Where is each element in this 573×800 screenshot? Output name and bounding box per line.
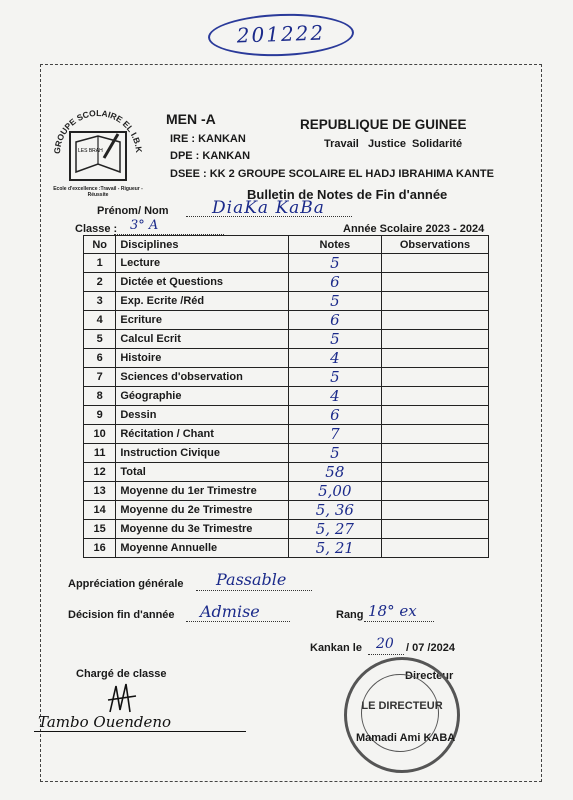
row-discipline: Moyenne du 1er Trimestre (116, 482, 288, 501)
table-row (84, 254, 489, 273)
row-observation (381, 273, 488, 292)
row-observation (381, 520, 488, 539)
teacher-signature (106, 682, 146, 716)
republic-title: REPUBLIQUE DE GUINEE (300, 117, 467, 132)
row-observation (381, 444, 488, 463)
row-note: 5,00 (288, 482, 381, 501)
row-observation (381, 387, 488, 406)
row-note: 4 (288, 387, 381, 406)
header-notes: Notes (288, 236, 381, 254)
row-number: 1 (84, 254, 116, 273)
header-disciplines: Disciplines (116, 236, 288, 254)
teacher-name: Tambo Ouendeno (38, 713, 172, 731)
table-row (84, 482, 489, 501)
header-observations: Observations (381, 236, 488, 254)
row-discipline: Instruction Civique (116, 444, 288, 463)
row-number: 7 (84, 368, 116, 387)
row-discipline: Moyenne Annuelle (116, 539, 288, 558)
decision-value: Admise (200, 602, 260, 621)
row-discipline: Sciences d'observation (116, 368, 288, 387)
table-row (84, 444, 489, 463)
republic-motto: Travail Justice Solidarité (324, 138, 463, 150)
stamp-center-text: LE DIRECTEUR (361, 700, 443, 712)
teacher-underline (34, 731, 246, 732)
table-row (84, 520, 489, 539)
row-number: 6 (84, 349, 116, 368)
class-value: 3° A (130, 218, 159, 233)
table-row (84, 330, 489, 349)
row-discipline: Récitation / Chant (116, 425, 288, 444)
table-row (84, 425, 489, 444)
logo-book-text: LES BRAH (78, 148, 103, 154)
row-discipline: Calcul Ecrit (116, 330, 288, 349)
row-number: 3 (84, 292, 116, 311)
row-discipline: Dictée et Questions (116, 273, 288, 292)
row-observation (381, 425, 488, 444)
table-row (84, 539, 489, 558)
row-discipline: Ecriture (116, 311, 288, 330)
row-note: 4 (288, 349, 381, 368)
row-note: 5 (288, 368, 381, 387)
row-number: 11 (84, 444, 116, 463)
row-number: 4 (84, 311, 116, 330)
row-note: 5 (288, 330, 381, 349)
appreciation-value: Passable (216, 570, 287, 589)
row-number: 9 (84, 406, 116, 425)
grades-table (83, 235, 489, 558)
row-note: 5, 36 (288, 501, 381, 520)
row-number: 13 (84, 482, 116, 501)
student-name: DiaKa KaBa (212, 198, 325, 218)
date-dots (368, 654, 404, 655)
row-observation (381, 501, 488, 520)
row-note: 5, 21 (288, 539, 381, 558)
row-discipline: Histoire (116, 349, 288, 368)
row-observation (381, 406, 488, 425)
charge-label: Chargé de classe (76, 668, 167, 680)
decision-label: Décision fin d'année (68, 609, 175, 621)
row-number: 16 (84, 539, 116, 558)
table-row (84, 463, 489, 482)
school-year: Année Scolaire 2023 - 2024 (343, 223, 485, 235)
director-stamp (344, 657, 460, 773)
row-observation (381, 539, 488, 558)
appreciation-dots (196, 590, 312, 591)
row-note: 58 (288, 463, 381, 482)
row-note: 6 (288, 311, 381, 330)
table-row (84, 406, 489, 425)
table-row (84, 273, 489, 292)
bulletin-title: Bulletin de Notes de Fin d'année (247, 187, 448, 202)
class-label: Classe : (75, 223, 118, 235)
row-observation (381, 463, 488, 482)
row-number: 14 (84, 501, 116, 520)
row-discipline: Lecture (116, 254, 288, 273)
directeur-label: Directeur (405, 670, 454, 682)
rang-dots (364, 621, 434, 622)
table-row (84, 349, 489, 368)
row-observation (381, 330, 488, 349)
table-header-row (84, 236, 489, 254)
row-note: 5 (288, 254, 381, 273)
men-label: MEN -A (166, 111, 216, 127)
row-number: 2 (84, 273, 116, 292)
dpe-label: DPE : KANKAN (170, 150, 251, 162)
row-number: 15 (84, 520, 116, 539)
row-number: 10 (84, 425, 116, 444)
reference-number: 201222 (236, 20, 326, 48)
header-no: No (84, 236, 116, 254)
row-observation (381, 292, 488, 311)
row-observation (381, 349, 488, 368)
ire-label: IRE : KANKAN (170, 133, 246, 145)
row-note: 5 (288, 292, 381, 311)
director-name: Mamadi Ami KABA (356, 732, 456, 744)
row-discipline: Dessin (116, 406, 288, 425)
date-day: 20 (376, 636, 394, 652)
decision-dots (186, 621, 290, 622)
row-discipline: Exp. Ecrite /Réd (116, 292, 288, 311)
row-note: 5, 27 (288, 520, 381, 539)
table-row (84, 387, 489, 406)
rang-value: 18° ex (368, 602, 417, 620)
row-note: 7 (288, 425, 381, 444)
row-discipline: Total (116, 463, 288, 482)
row-note: 6 (288, 273, 381, 292)
row-observation (381, 311, 488, 330)
row-discipline: Moyenne du 2e Trimestre (116, 501, 288, 520)
logo-arc-text: GROUPE SCOLAIRE EL I.B.K (52, 107, 144, 155)
school-logo (52, 102, 144, 212)
date-label: Kankan le (310, 642, 362, 654)
table-row (84, 501, 489, 520)
reference-stamp (207, 11, 354, 58)
table-row (84, 368, 489, 387)
logo-motto: Ecole d'excellence :Travail - Rigueur - Réussite (53, 186, 143, 198)
table-row (84, 311, 489, 330)
dsee-label: DSEE : KK 2 GROUPE SCOLAIRE EL HADJ IBRAHIMA KANTE (170, 168, 494, 180)
row-note: 5 (288, 444, 381, 463)
row-number: 12 (84, 463, 116, 482)
appreciation-label: Appréciation générale (68, 578, 184, 590)
row-note: 6 (288, 406, 381, 425)
row-discipline: Géographie (116, 387, 288, 406)
rang-label: Rang (336, 609, 364, 621)
table-row (84, 292, 489, 311)
row-discipline: Moyenne du 3e Trimestre (116, 520, 288, 539)
row-number: 5 (84, 330, 116, 349)
row-number: 8 (84, 387, 116, 406)
date-rest: / 07 /2024 (406, 642, 455, 654)
row-observation (381, 482, 488, 501)
row-observation (381, 254, 488, 273)
name-label: Prénom/ Nom (97, 205, 169, 217)
row-observation (381, 368, 488, 387)
